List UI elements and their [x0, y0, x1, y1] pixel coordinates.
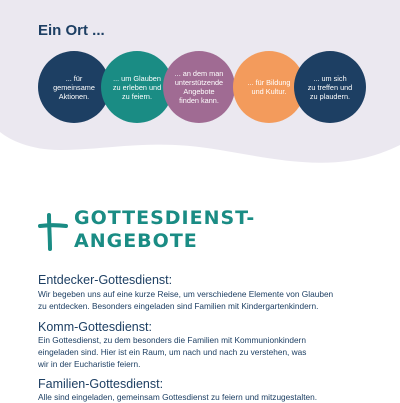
circle-bildung-kultur: ... für Bildung und Kultur.	[233, 51, 305, 123]
circle-glauben-erleben: ... um Glauben zu erleben und zu feiern.	[101, 51, 173, 123]
intro-heading: Ein Ort ...	[38, 22, 105, 39]
service-title-komm: Komm-Gottesdienst:	[38, 320, 152, 334]
service-text-familien: Alle sind eingeladen, gemeinsam Gottesdienst zu feiern und mitzugestalten.	[38, 392, 318, 402]
service-title-familien: Familien-Gottesdienst:	[38, 377, 164, 391]
section-heading-line1: GOTTESDIENST-	[74, 207, 256, 229]
circle-treffen-plaudern: ... um sich zu treffen und zu plaudern.	[294, 51, 366, 123]
section-heading-line2: ANGEBOTE	[74, 230, 198, 252]
service-title-entdecker: Entdecker-Gottesdienst:	[38, 273, 173, 287]
service-text-komm: Ein Gottesdienst, zu dem besonders die Familien mit Kommunionkindern eingeladen sind. Hier ist ein Raum, um nach und nach zu verstehen, was wir in der Eucharistie feiern.	[38, 335, 307, 369]
section-heading	[74, 207, 255, 253]
cross-icon	[38, 213, 68, 251]
service-text-entdecker: Wir begeben uns auf eine kurze Reise, um verschiedene Elemente von Glauben zu entdecken. Besonders eingeladen sind Familien mit Kindergartenkindern.	[38, 289, 334, 311]
circle-gemeinsame-aktionen: ... für gemeinsame Aktionen.	[38, 51, 110, 123]
circle-unterstuetzende-angebote: ... an dem man unterstützende Angebote finden kann.	[163, 51, 235, 123]
